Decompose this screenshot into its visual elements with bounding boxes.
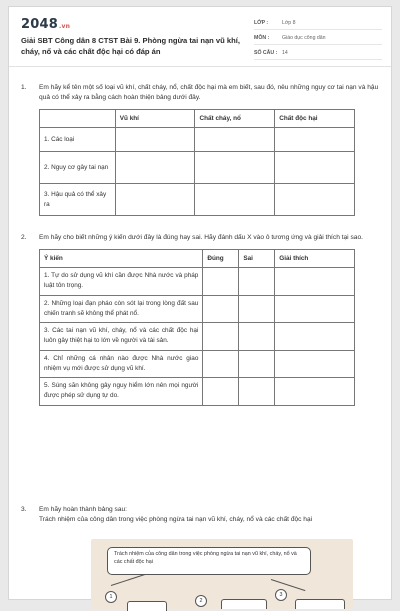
meta-label: SỐ CÂU : <box>254 50 278 56</box>
site-logo[interactable]: 2048.vn <box>21 17 71 32</box>
explanation-cell[interactable] <box>275 268 355 296</box>
answer-cell[interactable] <box>275 128 355 152</box>
table-header <box>40 110 116 128</box>
statement-cell: 2. Những loại đạn pháo còn sót lại trong lòng đất sau chiến tranh sẽ không thể phát nổ. <box>40 295 203 323</box>
q1-table <box>39 109 355 216</box>
question-number: 2. <box>21 234 27 241</box>
document-title: Giải SBT Công dân 8 CTST Bài 9. Phòng ngừa tai nạn vũ khí, cháy, nổ và các chất độc hại có đáp án <box>21 36 240 56</box>
table-row <box>40 295 355 323</box>
question-subtitle: Trách nhiệm của công dân trong việc phòng ngừa tai nạn vũ khí, cháy, nổ và các chất độc hại <box>39 516 313 524</box>
table-row <box>40 350 355 378</box>
statement-cell: 3. Các tai nạn vũ khí, cháy, nổ và các chất độc hại luôn gây thiệt hại to lớn về người và tài sản. <box>40 323 203 351</box>
row-label: 3. Hậu quả có thể xảy ra <box>40 184 116 216</box>
statement-cell: 4. Chỉ những cá nhân nào được Nhà nước giao nhiệm vụ mới được sử dụng vũ khí. <box>40 350 203 378</box>
question-3 <box>21 505 381 525</box>
page-header <box>9 7 391 67</box>
responsibility-diagram-image <box>91 539 353 609</box>
explanation-cell[interactable] <box>275 350 355 378</box>
question-1 <box>21 83 381 216</box>
true-checkbox-cell[interactable] <box>203 378 239 406</box>
meta-row-subject <box>254 32 382 45</box>
meta-value: 14 <box>282 50 288 56</box>
table-header: Chất độc hại <box>275 110 355 128</box>
answer-cell[interactable] <box>195 128 275 152</box>
question-number: 3. <box>21 506 27 513</box>
table-row <box>40 268 355 296</box>
table-header: Chất cháy, nổ <box>195 110 275 128</box>
document-meta <box>254 17 382 62</box>
false-checkbox-cell[interactable] <box>239 378 275 406</box>
false-checkbox-cell[interactable] <box>239 323 275 351</box>
explanation-cell[interactable] <box>275 323 355 351</box>
table-row <box>40 378 355 406</box>
answer-cell[interactable] <box>275 152 355 184</box>
answer-box <box>295 599 345 609</box>
true-checkbox-cell[interactable] <box>203 350 239 378</box>
meta-label: MÔN : <box>254 35 270 41</box>
document-page <box>8 6 392 604</box>
table-header: Vũ khí <box>115 110 195 128</box>
node-circle: 2 <box>195 595 207 607</box>
question-2 <box>21 233 381 406</box>
answer-cell[interactable] <box>115 152 195 184</box>
answer-cell[interactable] <box>275 184 355 216</box>
question-text: Em hãy kể tên một số loại vũ khí, chất cháy, nổ, chất độc hại mà em biết, sau đó, nêu những nguy cơ tai nạn và hậu quả có thể xảy ra bằng cách hoàn thiện bảng dưới đây. <box>39 84 379 102</box>
false-checkbox-cell[interactable] <box>239 350 275 378</box>
row-label: 2. Nguy cơ gây tai nạn <box>40 152 116 184</box>
answer-box <box>221 599 267 609</box>
meta-value: Lớp 8 <box>282 20 296 26</box>
meta-row-count <box>254 47 382 60</box>
meta-value: Giáo dục công dân <box>282 35 326 41</box>
node-circle: 3 <box>275 589 287 601</box>
row-label: 1. Các loại <box>40 128 116 152</box>
statement-cell: 1. Tự do sử dụng vũ khí cần được Nhà nước và pháp luật tôn trọng. <box>40 268 203 296</box>
true-checkbox-cell[interactable] <box>203 323 239 351</box>
connector-line <box>111 574 146 586</box>
true-checkbox-cell[interactable] <box>203 295 239 323</box>
explanation-cell[interactable] <box>275 378 355 406</box>
table-header: Sai <box>239 250 275 268</box>
answer-cell[interactable] <box>115 128 195 152</box>
answer-box <box>127 601 167 611</box>
question-number: 1. <box>21 84 27 91</box>
explanation-cell[interactable] <box>275 295 355 323</box>
false-checkbox-cell[interactable] <box>239 295 275 323</box>
table-row <box>40 184 355 216</box>
table-header: Đúng <box>203 250 239 268</box>
table-row <box>40 323 355 351</box>
answer-cell[interactable] <box>115 184 195 216</box>
table-row <box>40 152 355 184</box>
question-text: Em hãy hoàn thành bảng sau: <box>39 506 127 513</box>
table-header-row <box>40 110 355 128</box>
table-header: Ý kiến <box>40 250 203 268</box>
connector-line <box>271 579 306 591</box>
meta-label: LỚP : <box>254 20 269 26</box>
answer-cell[interactable] <box>195 152 275 184</box>
node-circle: 1 <box>105 591 117 603</box>
table-row <box>40 128 355 152</box>
true-checkbox-cell[interactable] <box>203 268 239 296</box>
table-header: Giải thích <box>275 250 355 268</box>
answer-cell[interactable] <box>195 184 275 216</box>
question-text: Em hãy cho biết những ý kiến dưới đây là đúng hay sai. Hãy đánh dấu X vào ô tương ứng và giải thích tại sao. <box>39 234 363 241</box>
q2-table <box>39 249 355 406</box>
table-header-row <box>40 250 355 268</box>
statement-cell: 5. Súng săn không gây nguy hiểm lớn nên mọi người được phép sử dụng tự do. <box>40 378 203 406</box>
false-checkbox-cell[interactable] <box>239 268 275 296</box>
meta-row-class <box>254 17 382 30</box>
diagram-center-box: Trách nhiệm của công dân trong việc phòng ngừa tai nạn vũ khí, cháy, nổ và các chất độc hại <box>107 547 311 575</box>
